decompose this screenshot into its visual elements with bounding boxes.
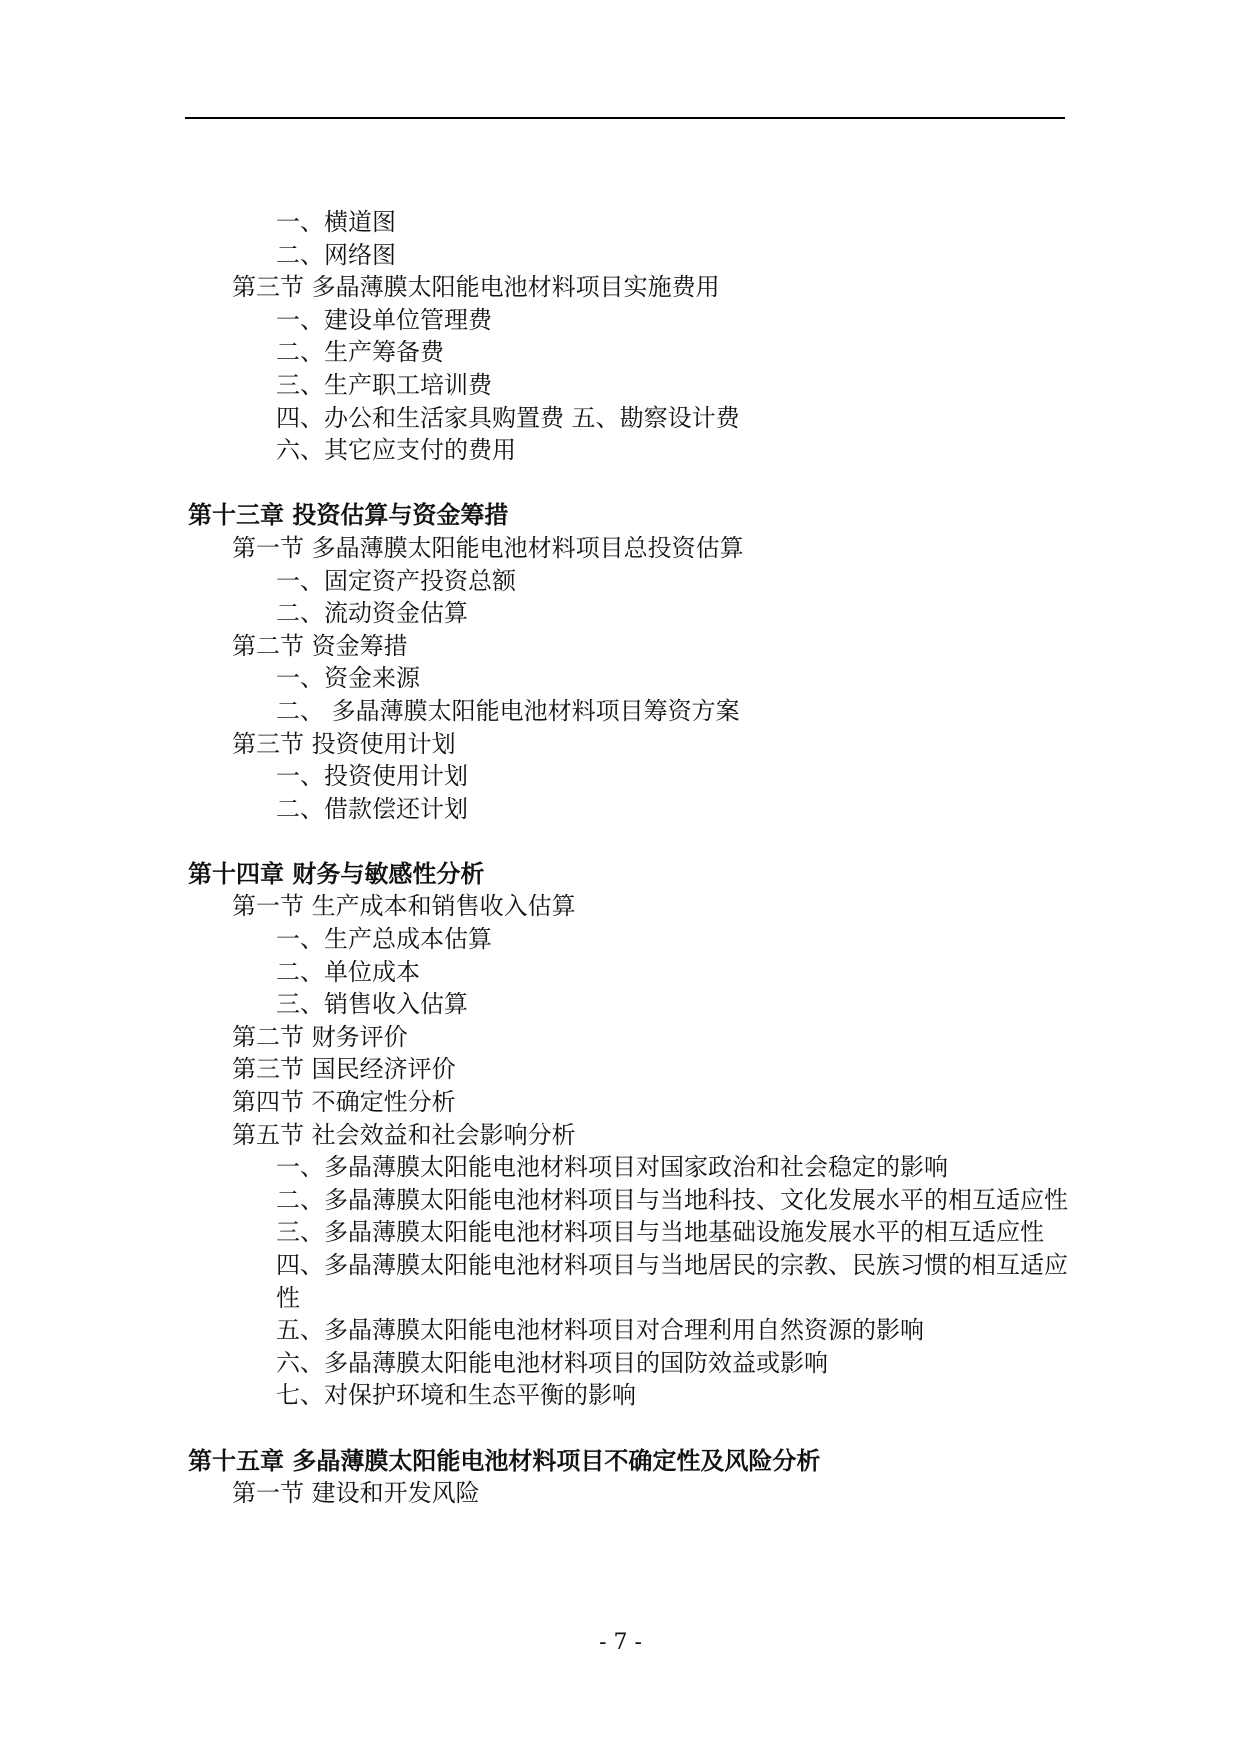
toc-item: 二、多晶薄膜太阳能电池材料项目与当地科技、文化发展水平的相互适应性 — [276, 1185, 1068, 1214]
toc-item: 六、多晶薄膜太阳能电池材料项目的国防效益或影响 — [276, 1348, 828, 1377]
toc-item: 二、网络图 — [276, 240, 396, 269]
toc-section: 第三节 多晶薄膜太阳能电池材料项目实施费用 — [232, 273, 720, 302]
toc-item: 四、办公和生活家具购置费 五、勘察设计费 — [276, 403, 740, 432]
toc-section: 第一节 多晶薄膜太阳能电池材料项目总投资估算 — [232, 533, 744, 562]
toc-chapter: 第十四章 财务与敏感性分析 — [188, 859, 485, 888]
toc-item: 一、投资使用计划 — [276, 762, 468, 791]
toc-item: 三、销售收入估算 — [276, 990, 468, 1019]
toc-item: 三、多晶薄膜太阳能电池材料项目与当地基础设施发展水平的相互适应性 — [276, 1218, 1044, 1247]
toc-item: 二、单位成本 — [276, 957, 420, 986]
toc-section: 第三节 国民经济评价 — [232, 1055, 456, 1084]
toc-item: 一、固定资产投资总额 — [276, 566, 516, 595]
toc-section: 第一节 生产成本和销售收入估算 — [232, 892, 576, 921]
toc-section: 第五节 社会效益和社会影响分析 — [232, 1120, 576, 1149]
toc-section: 第三节 投资使用计划 — [232, 729, 456, 758]
toc-item: 四、多晶薄膜太阳能电池材料项目与当地居民的宗教、民族习惯的相互适应性 — [276, 1251, 1068, 1312]
toc-item: 一、多晶薄膜太阳能电池材料项目对国家政治和社会稳定的影响 — [276, 1153, 948, 1182]
toc-item: 二、生产筹备费 — [276, 338, 444, 367]
toc-item: 五、多晶薄膜太阳能电池材料项目对合理利用自然资源的影响 — [276, 1316, 924, 1345]
toc-item: 二、 多晶薄膜太阳能电池材料项目筹资方案 — [276, 696, 740, 725]
table-of-contents — [188, 206, 1068, 1510]
toc-item: 六、其它应支付的费用 — [276, 436, 516, 465]
toc-chapter: 第十五章 多晶薄膜太阳能电池材料项目不确定性及风险分析 — [188, 1446, 821, 1475]
toc-section: 第二节 资金筹措 — [232, 631, 408, 660]
toc-item: 二、流动资金估算 — [276, 599, 468, 628]
page-number: - 7 - — [599, 1630, 642, 1655]
toc-item: 一、生产总成本估算 — [276, 925, 492, 954]
toc-item: 三、生产职工培训费 — [276, 370, 492, 399]
toc-item: 一、横道图 — [276, 208, 396, 236]
toc-chapter: 第十三章 投资估算与资金筹措 — [188, 501, 509, 530]
toc-item: 一、资金来源 — [276, 664, 420, 693]
toc-section: 第一节 建设和开发风险 — [232, 1479, 480, 1508]
toc-item: 七、对保护环境和生态平衡的影响 — [276, 1381, 636, 1410]
header-rule — [185, 117, 1065, 119]
toc-item: 二、借款偿还计划 — [276, 794, 468, 823]
toc-section: 第二节 财务评价 — [232, 1022, 408, 1051]
toc-item: 一、建设单位管理费 — [276, 305, 492, 334]
toc-section: 第四节 不确定性分析 — [232, 1088, 456, 1117]
